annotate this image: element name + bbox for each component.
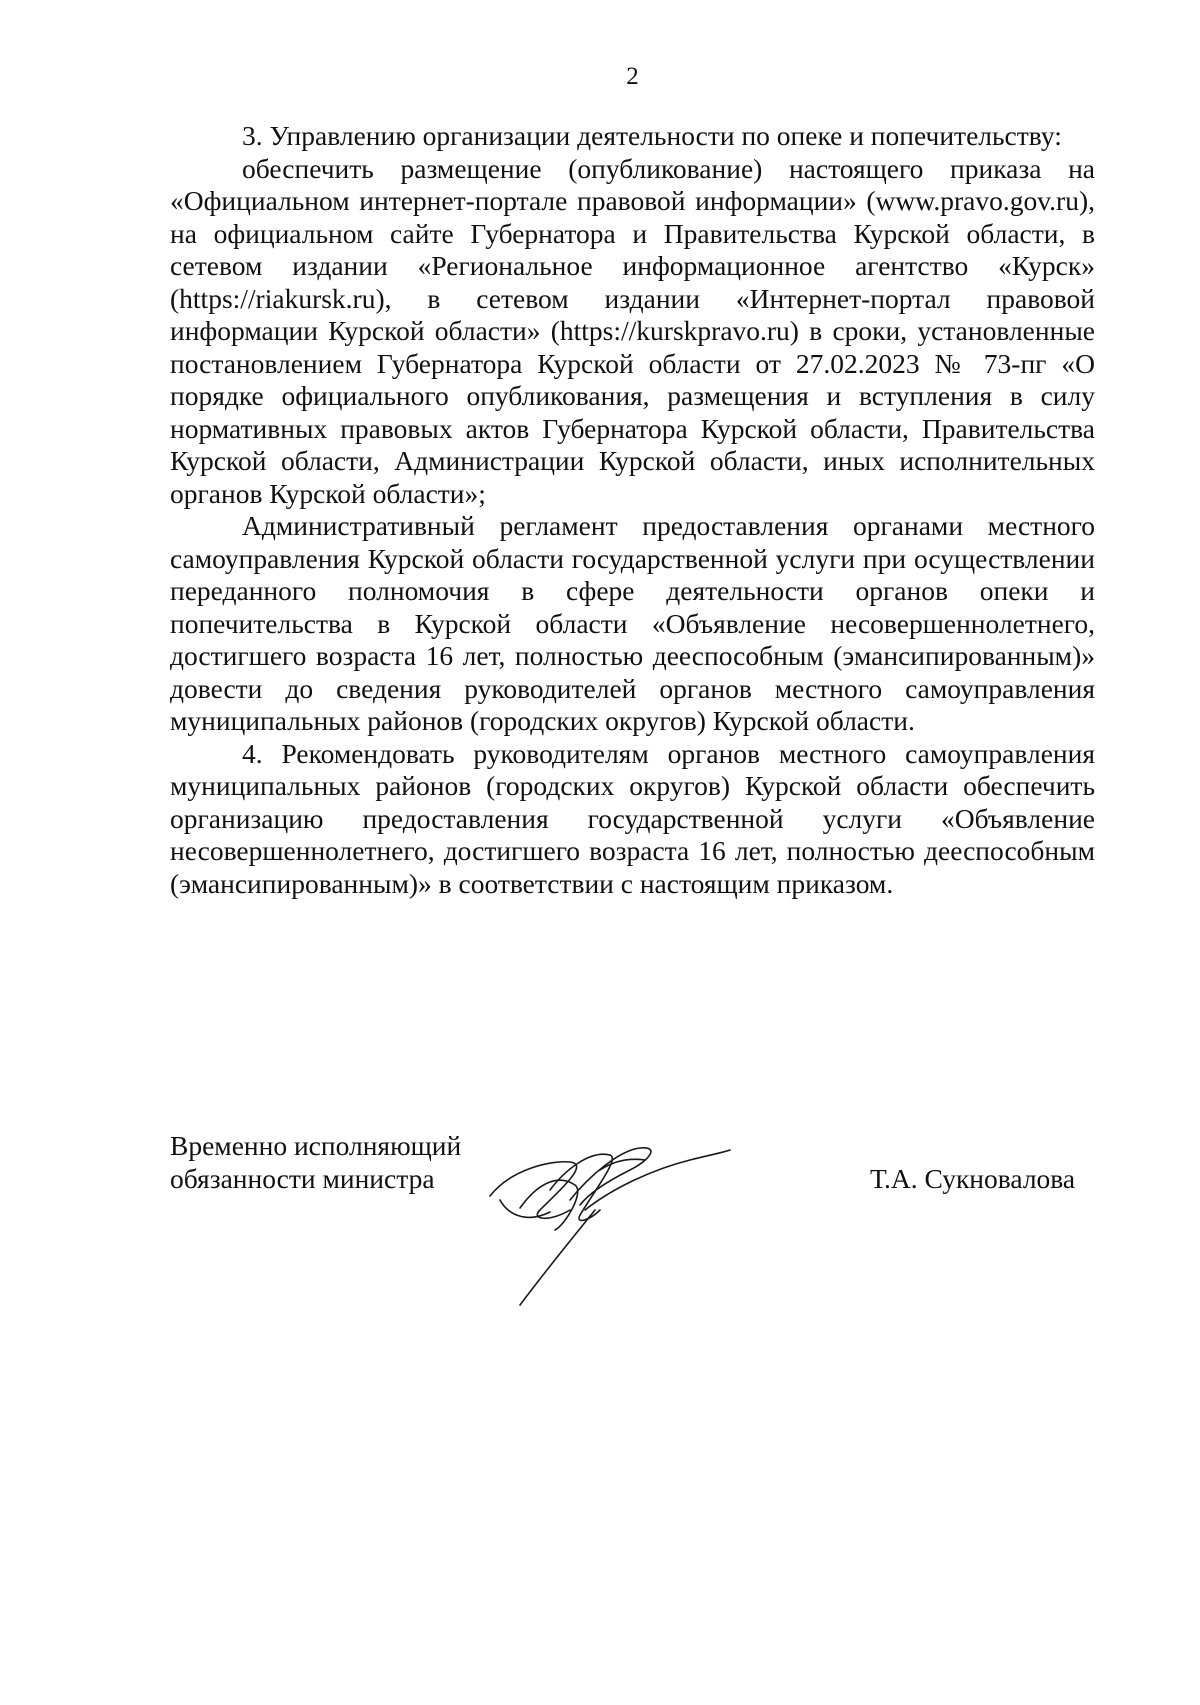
paragraph-regulation: Административный регламент предоставления органами местного самоуправления Курской области государственной услуги при осуществлении переданного полномочия в сфере деятельности органов опеки и попечительства в Курской области «Объявление несовершеннолетнего, достигшего возраста 16 лет, полностью дееспособным (эмансипированным)» довести до сведения руководителей органов местного самоуправления муниципальных районов (городских округов) Курской области. — [170, 510, 1095, 736]
paragraph-publication: обеспечить размещение (опубликование) настоящего приказа на «Официальном интернет-портале правовой информации» (www.pravo.gov.ru), на официальном сайте Губернатора и Правительства Курской области, в сетевом издании «Региональное информационное агентство «Курск» (https://riakursk.ru), в сетевом издании «Интернет-портал правовой информации Курской области» (https://kurskpravo.ru) в сроки, установленные постановлением Губернатора Курской области от 27.02.2023 № 73-пг «О порядке официального опубликования, размещения и вступления в силу нормативных правовых актов Губернатора Курской области, Правительства Курской области, Администрации Курской области, иных исполнительных органов Курской области»; — [170, 152, 1095, 509]
signer-position-line-1: Временно исполняющий — [170, 1130, 462, 1161]
handwritten-signature — [480, 1130, 740, 1310]
paragraph-item-4: 4. Рекомендовать руководителям органов местного самоуправления муниципальных районов (городских округов) Курской области обеспечить организацию предоставления государственной услуги «Объявление несовершеннолетнего, достигшего возраста 16 лет, полностью дееспособным (эмансипированным)» в соответствии с настоящим приказом. — [170, 737, 1095, 899]
signer-position — [170, 1130, 461, 1195]
signer-position-line-2: обязанности министра — [170, 1162, 435, 1194]
document-body — [170, 120, 1095, 900]
page-number: 2 — [626, 63, 639, 90]
paragraph-item-3: 3. Управлению организации деятельности по опеке и попечительству: — [242, 120, 1062, 151]
signer-name: Т.А. Сукновалова — [870, 1163, 1076, 1194]
